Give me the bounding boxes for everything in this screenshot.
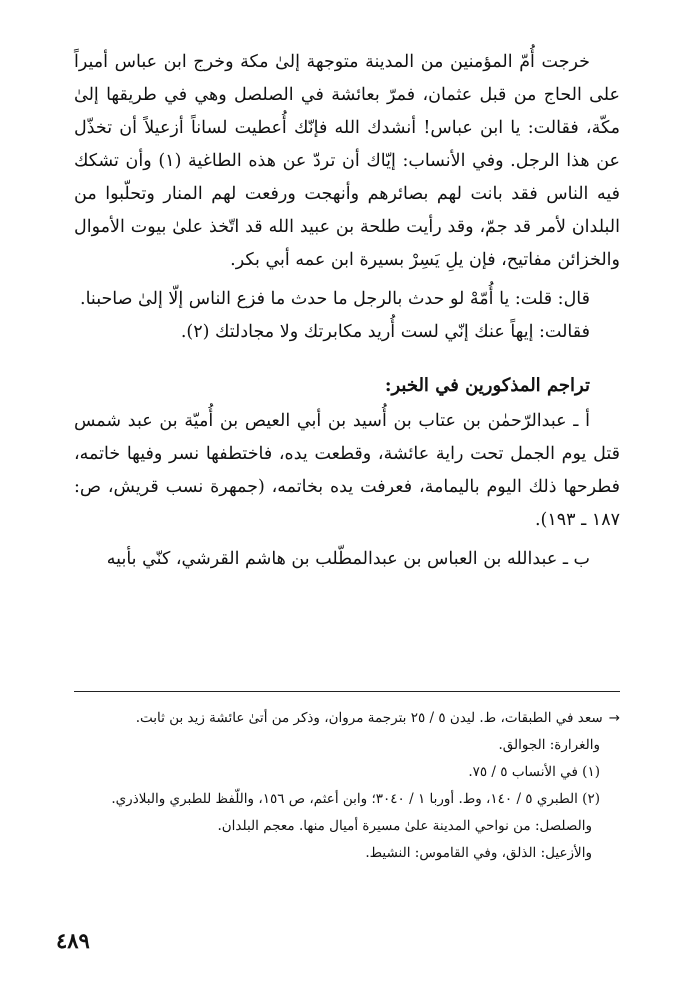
footnote-1: (١) في الأنساب ٥ / ٧٥. [468, 764, 600, 780]
dialogue-line-2: فقالت: إيهاً عنك إنّي لست أُريد مكابرتك ولا مجادلتك (٢). [180, 322, 590, 342]
dialogue-line-1: قال: قلت: يا أُمّهْ لو حدث بالرجل ما حدث ما فزع الناس إلّا إلىٰ صاحبنا. [80, 289, 590, 309]
footnote-divider [74, 691, 620, 692]
footnote-azil: والأزعيل: الذلق، وفي القاموس: النشيط. [365, 845, 592, 861]
biography-a: أ ـ عبدالرّحمٰن بن عتاب بن أُسيد بن أبي العيص بن أُميّة بن عبد شمس قتل يوم الجمل تحت راية عائشة، وقطعت يده، فاختطفها نسر وفيها خاتمه، فطرحها ذلك اليوم باليمامة، فعرفت يده بخاتمه، (جمهرة نسب قريش، ص: ١٨٧ ـ ١٩٣). [74, 411, 620, 530]
narrative-paragraph: خرجت أُمّ المؤمنين من المدينة متوجهة إلىٰ مكة وخرج ابن عباس أميراً على الحاج من قبل عثمان، فمرّ بعائشة في الصلصل وهي في طريقها إلىٰ مكّة، فقالت: يا ابن عباس! أنشدك الله فإنّك أُعطيت لساناً أزعيلاً أن تخذّل عن هذا الرجل. وفي الأنساب: إيّاك أن تردّ عن هذه الطاغية (١) وأن تشكك فيه الناس فقد بانت لهم بصائرهم وأنهجت ورفعت لهم المنار وتحلّبوا من البلدان لأمر قد جمّ، وقد رأيت طلحة بن عبيد الله قد اتّخذ علىٰ بيوت الأموال والخزائن مفاتيح، فإن يلِ يَسِرْ بسيرة ابن عمه أبي بكر. [74, 52, 620, 270]
continuation-arrow-icon: → [608, 710, 620, 726]
biography-b: ب ـ عبدالله بن العباس بن عبدالمطّلب بن هاشم القرشي، كنّي بأبيه [106, 549, 590, 569]
main-text [74, 46, 620, 576]
page-number: ٤٨٩ [56, 928, 90, 953]
footnote-2: (٢) الطبري ٥ / ١٤٠، وط. أوربا ١ / ٣٠٤٠؛ وابن أعثم، ص ١٥٦، واللّفظ للطبري والبلاذري. [111, 791, 600, 807]
footnotes [74, 705, 620, 867]
section-heading: تراجم المذكورين في الخبر: [384, 375, 590, 396]
footnote-salsal: والصلصل: من نواحي المدينة علىٰ مسيرة أميال منها. معجم البلدان. [217, 818, 592, 834]
footnote-continuation [74, 705, 620, 732]
footnote-gharara: والغرارة: الجوالق. [498, 737, 600, 753]
footnote-continuation-text: سعد في الطبقات، ط. ليدن ٥ / ٢٥ بترجمة مروان، وذكر من أتىٰ عائشة زيد بن ثابت. [135, 710, 603, 726]
